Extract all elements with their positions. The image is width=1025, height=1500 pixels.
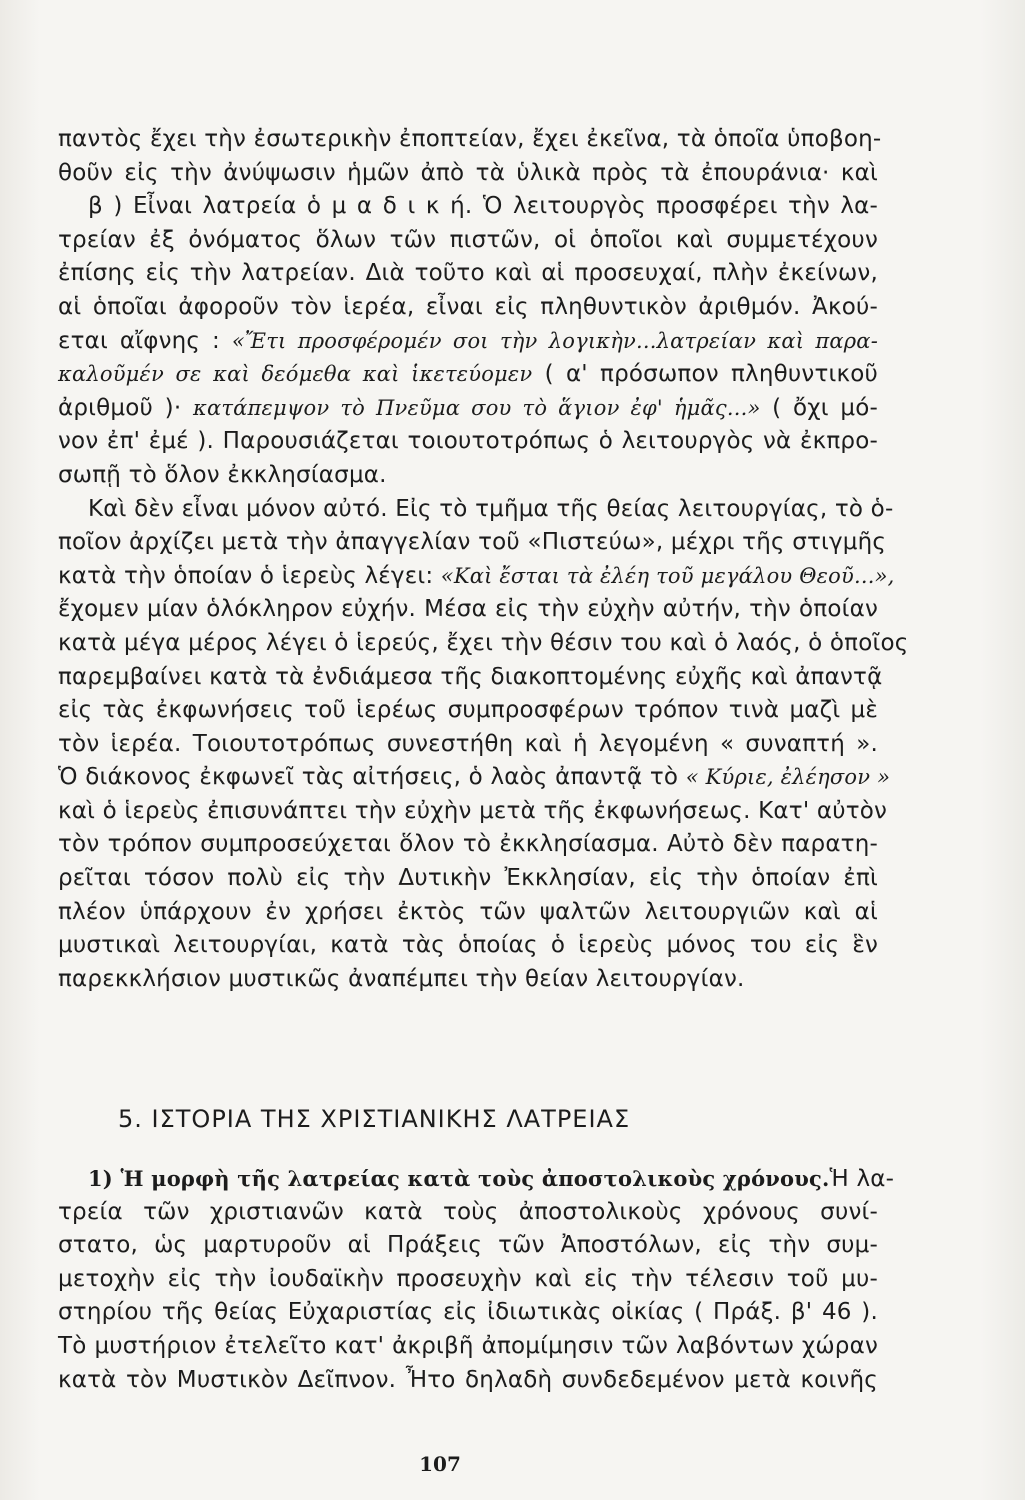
text-line: τρεία τῶν χριστιανῶν κατὰ τοὺς ἀποστολικοὺς χρόνους συνί- bbox=[58, 1198, 878, 1225]
text-line: μετοχὴν εἰς τὴν ἰουδαϊκὴν προσευχὴν καὶ εἰς τὴν τέλεσιν τοῦ μυ- bbox=[58, 1265, 878, 1292]
text-line: ἔχομεν μίαν ὁλόκληρον εὐχήν. Μέσα εἰς τὴν εὐχὴν αὐτήν, τὴν ὁποίαν bbox=[58, 596, 878, 623]
italic-quote: «Ἔτι προσφέρομέν σοι τὴν λογικὴν...λατρείαν καὶ παρα- bbox=[231, 328, 878, 353]
text-line: σωπῇ τὸ ὅλον ἐκκλησίασμα. bbox=[58, 461, 387, 488]
text-line bbox=[58, 392, 878, 426]
text-line: τρείαν ἐξ ὀνόματος ὅλων τῶν πιστῶν, οἱ ὁποῖοι καὶ συμμετέχουν bbox=[58, 226, 878, 253]
text-segment: κατὰ τὴν ὁποίαν ὁ ἱερεὺς λέγει: bbox=[58, 562, 441, 589]
text-line: παντὸς ἔχει τὴν ἐσωτερικὴν ἐποπτείαν, ἔχει ἐκεῖνα, τὰ ὁποῖα ὑποβοη- bbox=[58, 126, 882, 152]
text-line: ποῖον ἀρχίζει μετὰ τὴν ἀπαγγελίαν τοῦ «Πιστεύω», μέχρι τῆς στιγμῆς bbox=[58, 529, 887, 556]
text-segment: εται αἴφνης : bbox=[58, 327, 232, 354]
text-line: στηρίου τῆς θείας Εὐχαριστίας εἰς ἰδιωτικὰς οἰκίας ( Πράξ. β' 46 ). bbox=[58, 1299, 878, 1326]
text-line: αἱ ὁποῖαι ἀφοροῦν τὸν ἱερέα, εἶναι εἰς πληθυντικὸν ἀριθμόν. Ἀκού- bbox=[58, 293, 878, 320]
text-line: στατο, ὡς μαρτυροῦν αἱ Πράξεις τῶν Ἀποστόλων, εἰς τὴν συμ- bbox=[58, 1232, 878, 1259]
text-segment: ( ὄχι μό- bbox=[760, 394, 878, 421]
text-line: παρεκκλήσιον μυστικῶς ἀναπέμπει τὴν θείαν λειτουργίαν. bbox=[58, 965, 745, 992]
text-line: Καὶ δὲν εἶναι μόνον αὐτό. Εἰς τὸ τμῆμα τῆς θείας λειτουργίας, τὸ ὁ- bbox=[88, 495, 894, 522]
italic-quote: « Κύριε, ἐλέησον » bbox=[685, 765, 891, 790]
text-line: νον ἐπ' ἐμέ ). Παρουσιάζεται τοιουτοτρόπως ὁ λειτουργὸς νὰ ἐκπρο- bbox=[58, 428, 878, 455]
text-line: κατὰ τὸν Μυστικὸν Δεῖπνον. Ἦτο δηλαδὴ συνδεδεμένον μετὰ κοινῆς bbox=[58, 1366, 878, 1393]
text-line bbox=[58, 560, 895, 594]
text-line: Τὸ μυστήριον ἐτελεῖτο κατ' ἀκριβῆ ἀπομίμησιν τῶν λαβόντων χώραν bbox=[58, 1332, 878, 1359]
text-segment: ἀριθμοῦ )· bbox=[58, 394, 193, 421]
text-line bbox=[58, 358, 878, 392]
italic-quote: «Καὶ ἔσται τὰ ἐλέη τοῦ μεγάλου Θεοῦ...», bbox=[440, 563, 895, 588]
text-line: παρεμβαίνει κατὰ τὰ ἐνδιάμεσα τῆς διακοπτομένης εὐχῆς καὶ ἀπαντᾷ bbox=[58, 663, 883, 690]
text-line: πλέον ὑπάρχουν ἐν χρήσει ἐκτὸς τῶν ψαλτῶν λειτουργιῶν καὶ αἱ bbox=[58, 898, 878, 925]
text-line: ρεῖται τόσον πολὺ εἰς τὴν Δυτικὴν Ἐκκλησίαν, εἰς τὴν ὁποίαν ἐπὶ bbox=[58, 865, 878, 892]
text-line: τὸν ἱερέα. Τοιουτοτρόπως συνεστήθη καὶ ἡ λεγομένη « συναπτή ». bbox=[58, 730, 878, 757]
text-line: β ) Εἶναι λατρεία ὁ μ α δ ι κ ή. Ὁ λειτουργὸς προσφέρει τὴν λα- bbox=[88, 193, 878, 220]
text-line: κατὰ μέγα μέρος λέγει ὁ ἱερεύς, ἔχει τὴν θέσιν του καὶ ὁ λαός, ὁ ὁποῖος bbox=[58, 629, 909, 656]
italic-quote: καλοῦμέν σε καὶ δεόμεθα καὶ ἱκετεύομεν bbox=[58, 362, 533, 387]
text-line bbox=[58, 1162, 895, 1196]
text-line: μυστικαὶ λειτουργίαι, κατὰ τὰς ὁποίας ὁ ἱερεὺς μόνος του εἰς ἓν bbox=[58, 932, 878, 959]
italic-quote: κατάπεμψον τὸ Πνεῦμα σου τὸ ἅγιον ἐφ' ἡμᾶς...» bbox=[193, 395, 761, 420]
text-segment: ( α' πρόσωπον πληθυντικοῦ bbox=[532, 361, 879, 388]
text-line: εἰς τὰς ἐκφωνήσεις τοῦ ἱερέως συμπροσφέρων τρόπον τινὰ μαζὶ μὲ bbox=[58, 697, 878, 724]
text-line bbox=[58, 761, 891, 795]
text-line: ἐπίσης εἰς τὴν λατρείαν. Διὰ τοῦτο καὶ αἱ προσευχαί, πλὴν ἐκείνων, bbox=[58, 260, 878, 287]
text-line: καὶ ὁ ἱερεὺς ἐπισυνάπτει τὴν εὐχὴν μετὰ τῆς ἐκφωνήσεως. Κατ' αὐτὸν bbox=[58, 797, 888, 824]
text-segment: Ὁ διάκονος ἐκφωνεῖ τὰς αἰτήσεις, ὁ λαὸς ἀπαντᾷ τὸ bbox=[58, 764, 686, 791]
body-text bbox=[58, 123, 909, 996]
section-heading: 5. ΙΣΤΟΡΙΑ ΤΗΣ ΧΡΙΣΤΙΑΝΙΚΗΣ ΛΑΤΡΕΙΑΣ bbox=[118, 1105, 631, 1133]
text-line: τὸν τρόπον συμπροσεύχεται ὅλον τὸ ἐκκλησίασμα. Αὐτὸ δὲν παρατη- bbox=[58, 831, 878, 858]
page-number: 107 bbox=[419, 1452, 461, 1476]
text-line: θοῦν εἰς τὴν ἀνύψωσιν ἡμῶν ἀπὸ τὰ ὑλικὰ πρὸς τὰ ἐπουράνια· καὶ bbox=[58, 159, 878, 186]
section-body bbox=[58, 1162, 895, 1397]
text-segment: Ἡ λα- bbox=[829, 1166, 895, 1192]
subsection-title: 1) Ἡ μορφὴ τῆς λατρείας κατὰ τοὺς ἀποστολικοὺς χρόνους. bbox=[88, 1166, 830, 1191]
text-line bbox=[58, 325, 878, 359]
